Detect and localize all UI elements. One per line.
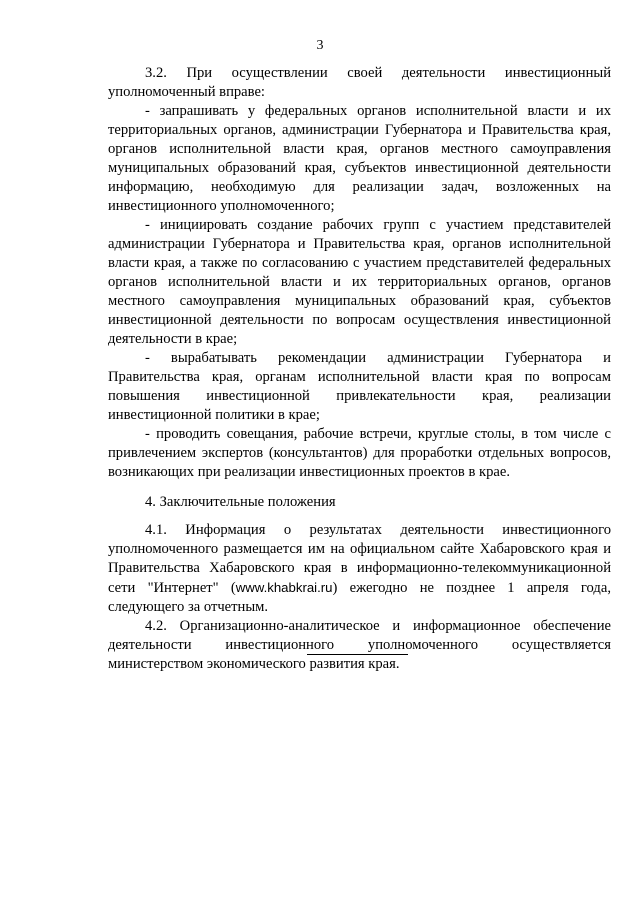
clause-4-1-text-start: 4.1. Информация о результатах деятельности инвестиционного уполномоченного размещается им на официальном сайте Хабаровского края и Правительства Хабаровского края в информационно-телекоммуникационной сети "Интернет" ( — [108, 522, 611, 596]
clause-3-2-item-meetings: - проводить совещания, рабочие встречи, круглые столы, в том числе с привлечением экспертов (консультантов) для проработки отдельных вопросов, возникающих при реализации инвестиционных проектов в крае. — [108, 426, 611, 480]
clause-4-2: 4.2. Организационно-аналитическое и информационное обеспечение деятельности инвестиционного уполномоченного осуществляется министерством экономического развития края. — [108, 618, 611, 672]
document-body — [108, 64, 611, 674]
clause-3-2: 3.2. При осуществлении своей деятельности инвестиционный уполномоченный вправе: — [108, 65, 611, 100]
clause-3-2-item-request-information: - запрашивать у федеральных органов исполнительной власти и их территориальных органов, администрации Губернатора и Правительства края, органов исполнительной власти края, органов местного самоуправления муниципальных образований края, субъектов инвестиционной деятельности информацию, необходимую для реализации задач, возложенных на инвестиционного уполномоченного; — [108, 103, 611, 214]
section-4-heading: 4. Заключительные положения — [145, 494, 336, 510]
website-address: www.khabkrai.ru — [235, 580, 333, 595]
clause-3-2-item-working-groups: - инициировать создание рабочих групп с участием представителей администрации Губернатора и Правительства края, органов исполнительной власти края, а также по согласованию с участием представителей федеральных органов исполнительной власти и их территориальных органов, органов местного самоуправления муниципальных образований края, субъектов инвестиционной деятельности по вопросам осуществления инвестиционной деятельности в крае; — [108, 217, 611, 347]
page-number: 3 — [316, 38, 324, 53]
end-of-document-line — [307, 654, 408, 655]
clause-4-1 — [108, 521, 611, 617]
clause-4-1-text-end: ) ежегодно не позднее 1 апреля года, следующего за отчетным. — [108, 580, 611, 615]
clause-3-2-item-recommendations: - вырабатывать рекомендации администрации Губернатора и Правительства края, органам исполнительной власти края по вопросам повышения инвестиционной привлекательности края, реализации инвестиционной политики в крае; — [108, 350, 611, 423]
